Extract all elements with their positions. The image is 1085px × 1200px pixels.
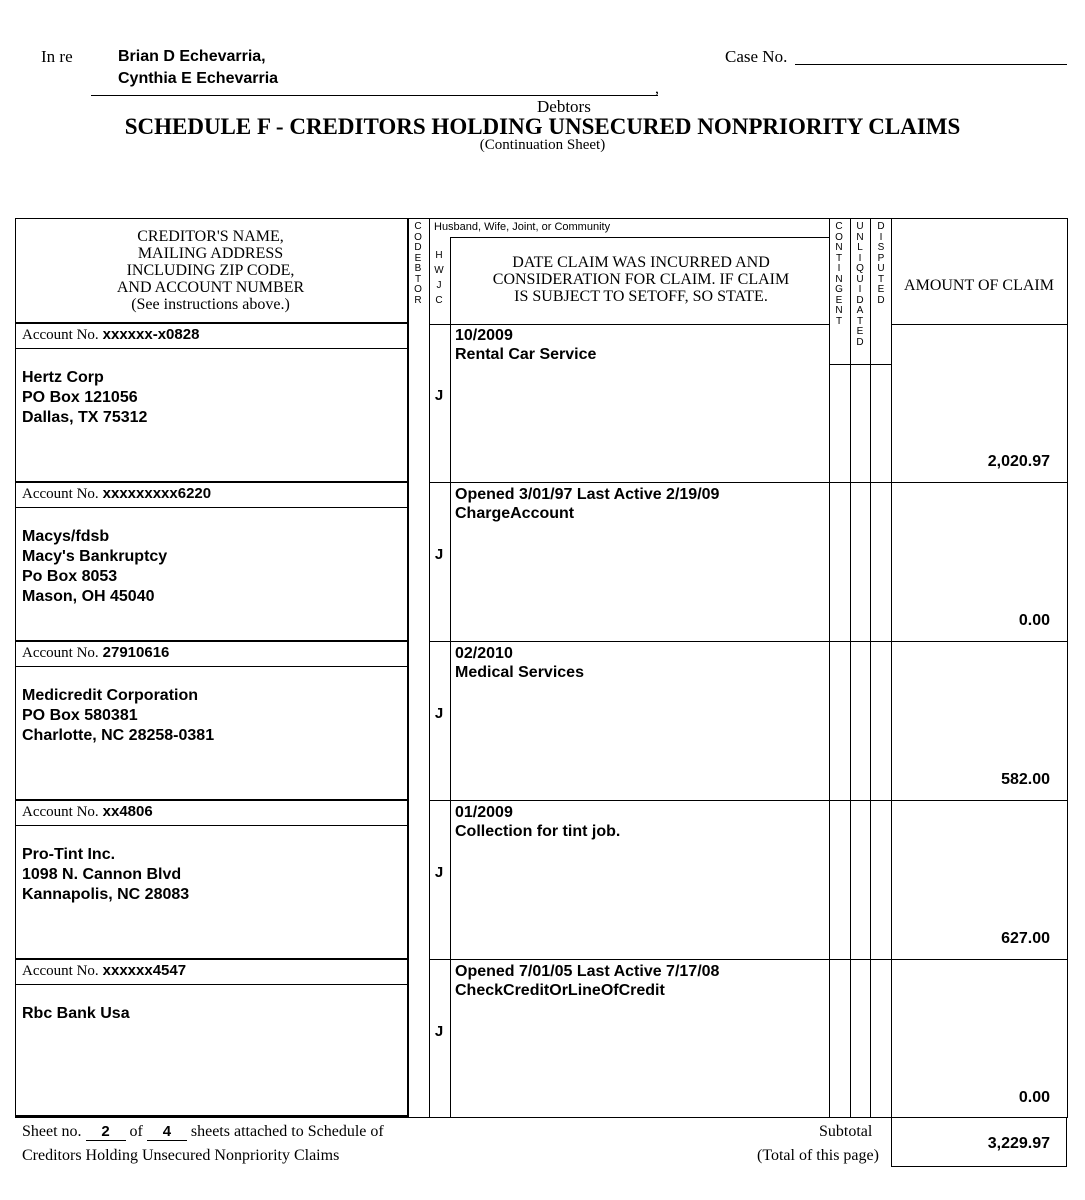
claim-amount: 2,020.97	[987, 453, 1050, 470]
sheet-total-value: 4	[147, 1123, 187, 1141]
creditor-address: Rbc Bank Usa	[22, 1005, 130, 1022]
header-letter: U	[877, 263, 885, 274]
debtor-name-1: Brian D Echevarria,	[118, 48, 266, 65]
header-letter: E	[877, 284, 885, 295]
account-label: Account No.	[22, 645, 99, 661]
account-label: Account No.	[22, 963, 99, 979]
schedule-subtitle: (Continuation Sheet)	[479, 137, 606, 153]
header-letter: I	[858, 252, 862, 264]
hwjc-value: J	[434, 864, 444, 881]
disputed-column-header	[875, 222, 887, 306]
header-letter: J	[436, 280, 442, 291]
subtotal-amount: 3,229.97	[987, 1135, 1050, 1152]
attached-text: sheets attached to Schedule of	[190, 1123, 384, 1140]
case-no-field[interactable]	[795, 44, 1067, 65]
header-letter: E	[414, 252, 422, 264]
account-number: xx4806	[102, 803, 153, 820]
account-number: xxxxxxxxx6220	[102, 485, 212, 502]
claim-description: Opened 7/01/05 Last Active 7/17/08 CheckCreditOrLineOfCredit	[455, 963, 720, 999]
account-label: Account No.	[22, 327, 99, 343]
unliquidated-column-header	[854, 222, 866, 348]
debtor-name-2: Cynthia E Echevarria	[118, 70, 279, 87]
account-number: 27910616	[102, 644, 170, 661]
footer-line-2: Creditors Holding Unsecured Nonpriority Claims	[22, 1147, 340, 1164]
debtor-comma: ,	[655, 80, 659, 97]
debtor-underline	[91, 95, 658, 96]
header-letter: A	[856, 305, 864, 316]
header-letter: I	[837, 263, 841, 274]
header-letter: O	[414, 284, 422, 295]
claim-description: 02/2010 Medical Services	[455, 645, 584, 681]
header-letter: E	[856, 326, 864, 337]
header-letter: I	[879, 231, 883, 243]
hwjc-value: J	[434, 705, 444, 722]
claim-amount: 627.00	[1001, 930, 1050, 947]
account-number: xxxxxx-x0828	[102, 326, 200, 343]
header-letter: N	[856, 231, 864, 243]
creditor-address: Macys/fdsb Macy's Bankruptcy Po Box 8053 Mason, OH 45040	[22, 528, 168, 605]
header-letter: C	[414, 221, 422, 232]
account-label: Account No.	[22, 486, 99, 502]
claim-description: 10/2009 Rental Car Service	[455, 327, 597, 363]
account-label: Account No.	[22, 804, 99, 820]
header-letter: Q	[856, 263, 864, 274]
claim-amount: 0.00	[1018, 612, 1050, 629]
debtors-label: Debtors	[537, 97, 591, 116]
claim-amount: 582.00	[1001, 771, 1050, 788]
header-letter: D	[877, 221, 885, 232]
subtotal-box	[891, 1117, 1067, 1167]
header-letter: L	[857, 242, 863, 253]
sheet-no-value: 2	[86, 1123, 126, 1141]
header-letter: D	[877, 294, 885, 306]
header-letter: D	[856, 336, 864, 348]
header-letter: T	[835, 315, 843, 327]
header-letter: R	[414, 294, 422, 306]
claim-description: 01/2009 Collection for tint job.	[455, 804, 621, 840]
header-letter: C	[835, 221, 843, 232]
header-letter: C	[435, 295, 443, 306]
header-letter: S	[877, 242, 885, 253]
codebtor-column-header	[412, 222, 424, 306]
account-number: xxxxxx4547	[102, 962, 187, 979]
header-letter: I	[858, 284, 862, 295]
claim-amount: 0.00	[1018, 1089, 1050, 1106]
hwjc-value: J	[434, 1023, 444, 1040]
header-letter: T	[835, 252, 843, 264]
hwjc-column-header	[432, 248, 446, 308]
header-letter: E	[835, 294, 843, 306]
creditor-column-header: CREDITOR'S NAME, MAILING ADDRESS INCLUDING ZIP CODE, AND ACCOUNT NUMBER (See instructions above.)	[116, 228, 305, 313]
sheet-number-line	[22, 1123, 384, 1141]
subtotal-label: Subtotal	[819, 1123, 873, 1140]
sheet-no-label: Sheet no.	[22, 1123, 82, 1140]
subtotal-sublabel: (Total of this page)	[757, 1147, 879, 1164]
creditor-address: Pro-Tint Inc. 1098 N. Cannon Blvd Kannapolis, NC 28083	[22, 846, 190, 903]
header-letter: N	[835, 305, 843, 316]
of-label: of	[129, 1123, 143, 1140]
header-letter: T	[856, 315, 864, 327]
hwjc-value: J	[434, 387, 444, 404]
header-letter: D	[856, 294, 864, 306]
header-letter: T	[414, 273, 422, 285]
amount-column-header: AMOUNT OF CLAIM	[904, 277, 1054, 294]
contingent-column-header	[833, 222, 845, 327]
header-letter: O	[414, 231, 422, 243]
creditor-address: Hertz Corp PO Box 121056 Dallas, TX 75312	[22, 369, 148, 426]
in-re-label: In re	[41, 47, 73, 66]
header-letter: P	[877, 252, 885, 264]
case-no-label: Case No.	[725, 47, 788, 66]
header-letter: T	[877, 273, 885, 285]
header-letter: G	[835, 284, 843, 295]
header-letter: H	[435, 250, 443, 261]
header-letter: D	[414, 242, 422, 253]
date-column-header: DATE CLAIM WAS INCURRED AND CONSIDERATION FOR CLAIM. IF CLAIM IS SUBJECT TO SETOFF, SO STATE.	[492, 254, 790, 305]
claim-description: Opened 3/01/97 Last Active 2/19/09 ChargeAccount	[455, 486, 720, 522]
schedule-title: SCHEDULE F - CREDITORS HOLDING UNSECURED NONPRIORITY CLAIMS	[124, 114, 961, 139]
header-letter: U	[856, 221, 864, 232]
header-letter: B	[414, 263, 422, 274]
header-letter: U	[856, 273, 864, 285]
header-letter: W	[434, 265, 444, 276]
hwjc-column-title: Husband, Wife, Joint, or Community	[434, 221, 611, 233]
header-letter: O	[835, 231, 843, 243]
creditor-address: Medicredit Corporation PO Box 580381 Charlotte, NC 28258-0381	[22, 687, 215, 744]
hwjc-value: J	[434, 546, 444, 563]
header-letter: N	[835, 242, 843, 253]
header-letter: N	[835, 273, 843, 285]
